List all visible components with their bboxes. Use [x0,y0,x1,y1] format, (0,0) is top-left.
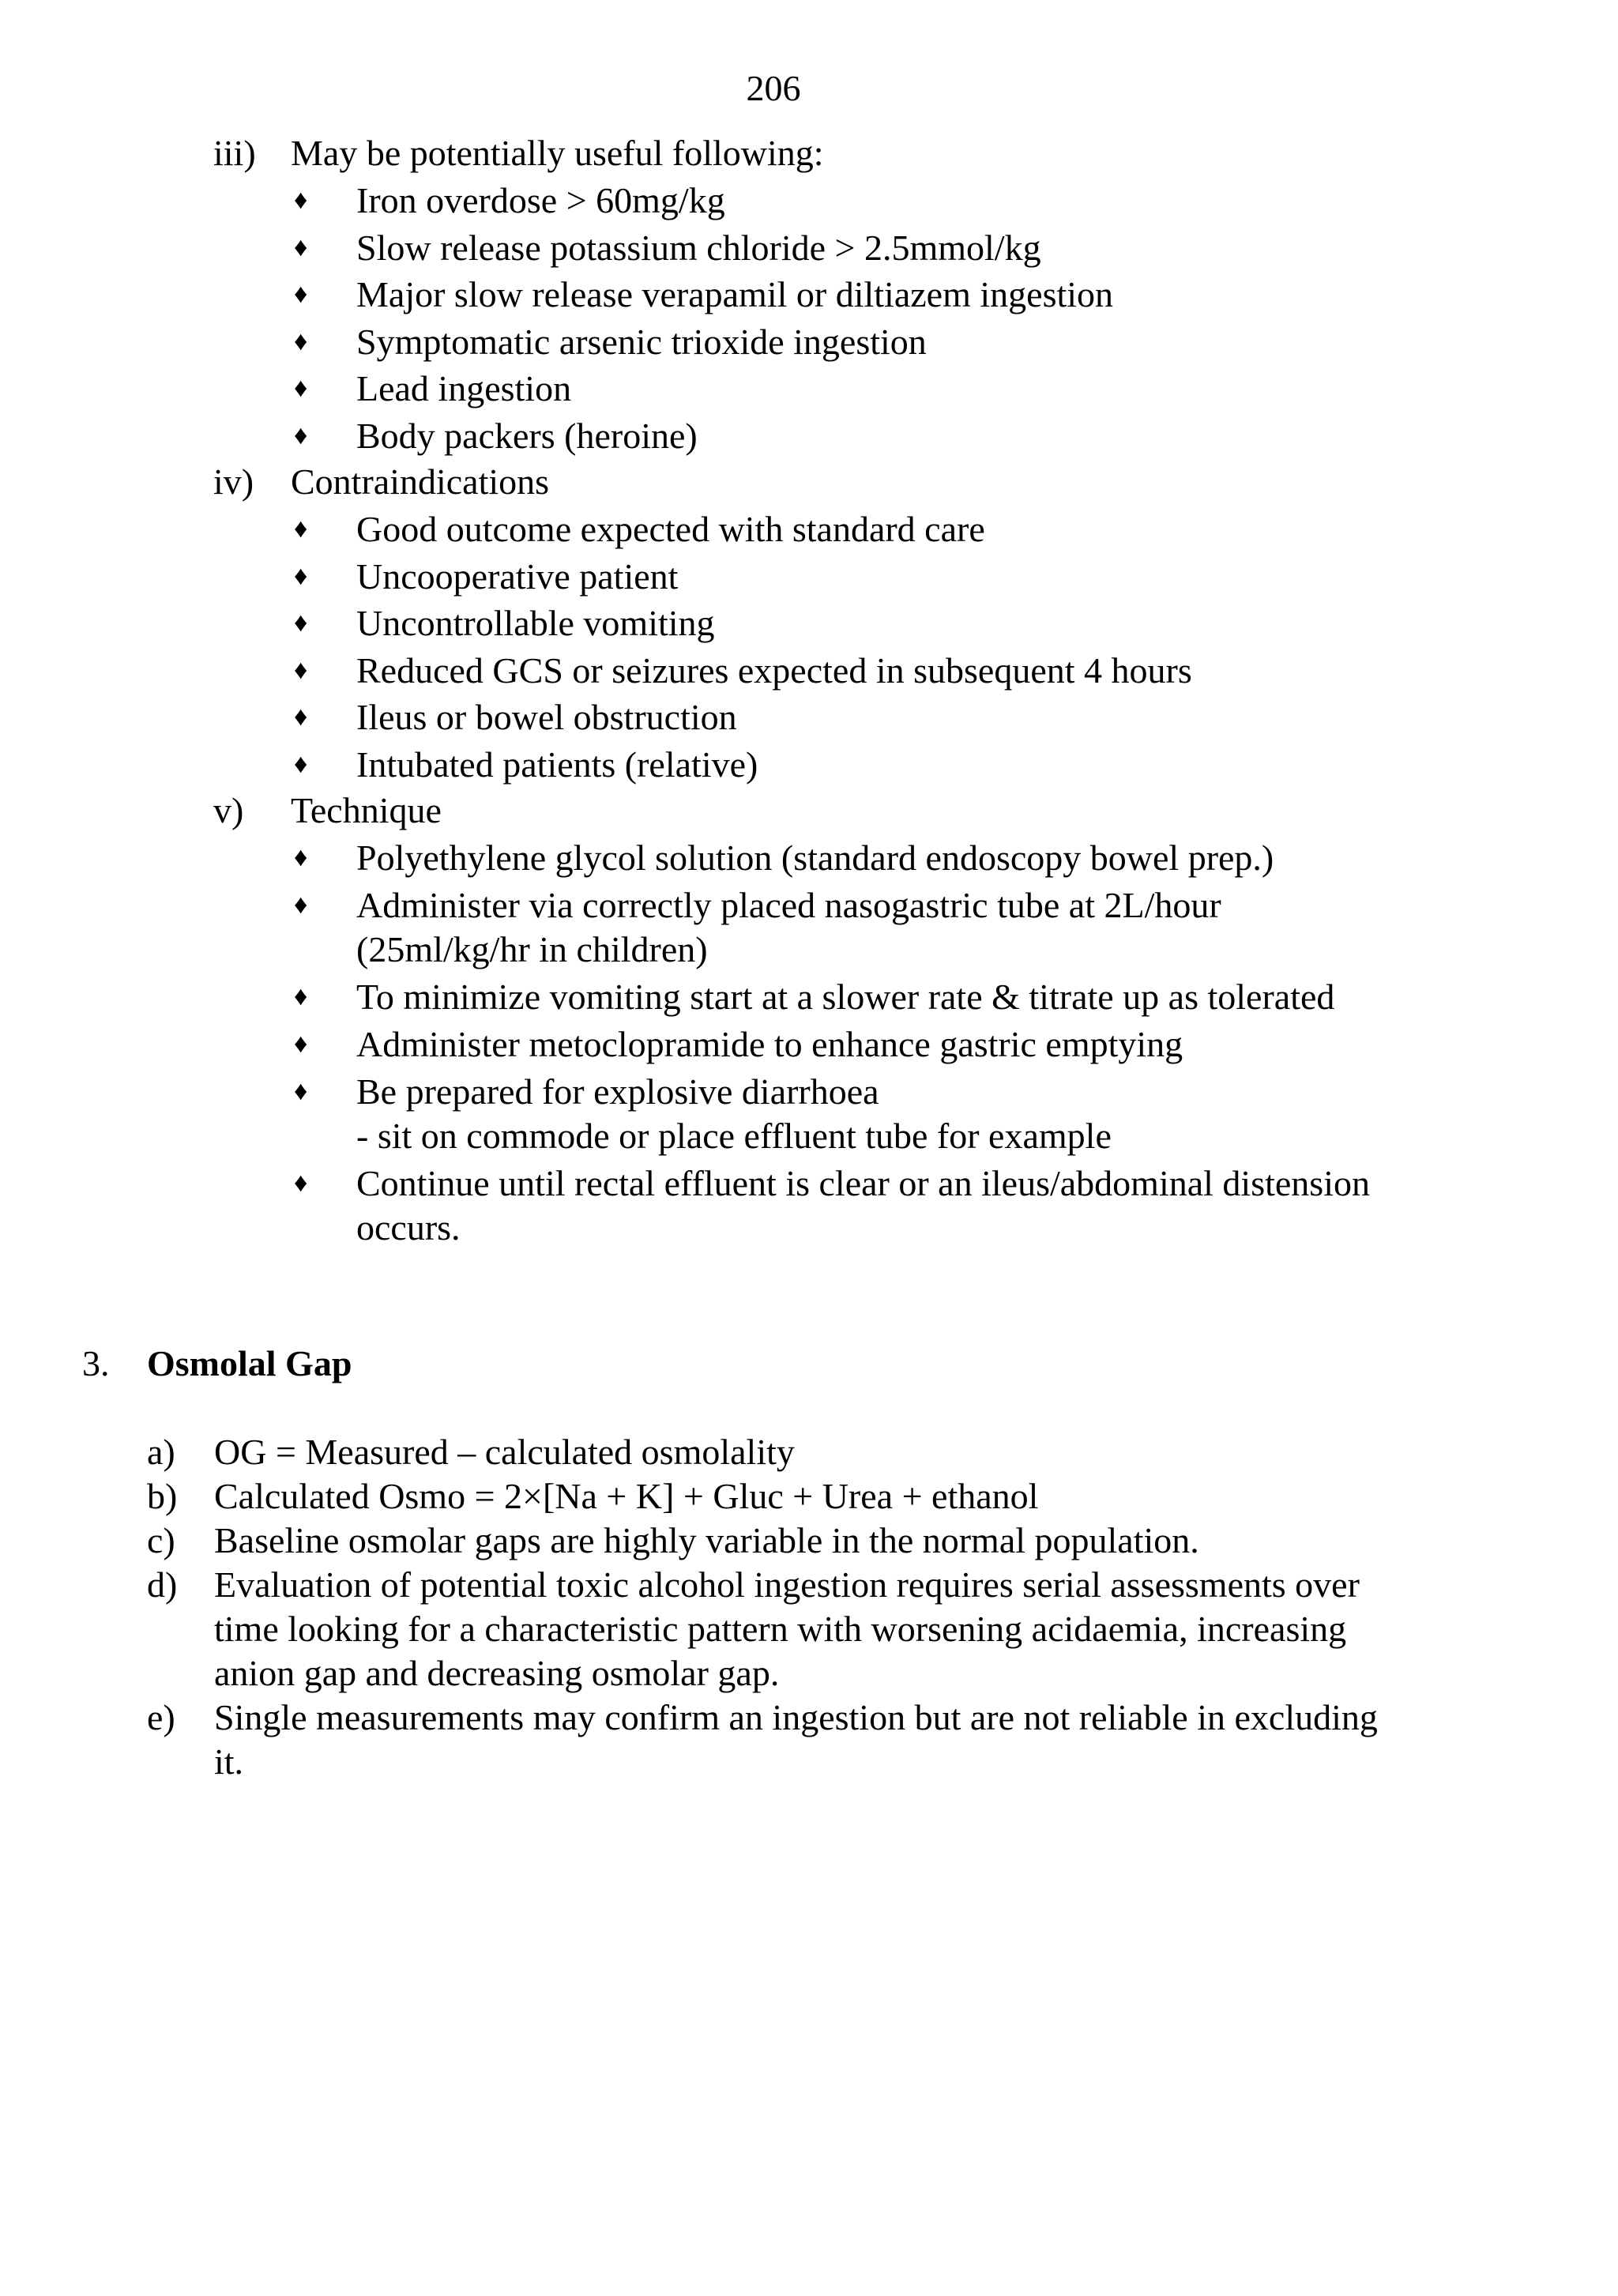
list-item: Body packers (heroine) [356,416,698,456]
list-marker-b: b) [147,1476,178,1516]
list-item: Intubated patients (relative) [356,744,758,785]
bullet-icon: ♦ [294,656,308,685]
list-item: Polyethylene glycol solution (standard endoscopy bowel prep.) [356,837,1274,878]
page-number: 206 [746,68,801,108]
list-marker-iv: iv) [213,461,254,502]
list-marker-d: d) [147,1564,178,1605]
list-item-continuation: it. [214,1741,244,1782]
bullet-icon: ♦ [294,1077,308,1106]
list-item: Lead ingestion [356,368,572,408]
bullet-icon: ♦ [294,186,308,215]
list-marker-e: e) [147,1697,175,1737]
list-item-continuation: - sit on commode or place effluent tube for example [356,1116,1112,1156]
list-item: Iron overdose > 60mg/kg [356,180,725,220]
list-item-continuation: anion gap and decreasing osmolar gap. [214,1653,780,1693]
list-item: Reduced GCS or seizures expected in subsequent 4 hours [356,650,1192,691]
list-item-continuation: time looking for a characteristic pattern with worsening acidaemia, increasing [214,1609,1347,1649]
list-marker-iii: iii) [213,133,256,173]
list-item: Uncontrollable vomiting [356,603,715,643]
bullet-icon: ♦ [294,608,308,638]
list-item: Ileus or bowel obstruction [356,697,737,737]
list-marker-c: c) [147,1520,175,1560]
list-item: To minimize vomiting start at a slower rate & titrate up as tolerated [356,977,1335,1017]
section-title: Osmolal Gap [147,1343,352,1383]
list-item: Major slow release verapamil or diltiazem ingestion [356,274,1114,314]
list-item: Slow release potassium chloride > 2.5mmol/kg [356,228,1041,268]
section-number: 3. [82,1343,110,1383]
list-item: Symptomatic arsenic trioxide ingestion [356,322,927,362]
bullet-icon: ♦ [294,233,308,262]
list-item: Continue until rectal effluent is clear or an ileus/abdominal distension [356,1163,1370,1203]
bullet-icon: ♦ [294,750,308,779]
bullet-icon: ♦ [294,562,308,591]
bullet-icon: ♦ [294,982,308,1011]
bullet-icon: ♦ [294,421,308,450]
section-v-heading: Technique [291,790,442,830]
bullet-icon: ♦ [294,327,308,356]
list-item-continuation: occurs. [356,1207,461,1248]
bullet-icon: ♦ [294,1169,308,1198]
list-item: Be prepared for explosive diarrhoea [356,1071,879,1112]
list-marker-v: v) [213,790,244,830]
list-item: Administer via correctly placed nasogastric tube at 2L/hour [356,885,1221,925]
bullet-icon: ♦ [294,514,308,544]
list-item: Good outcome expected with standard care [356,509,985,549]
bullet-icon: ♦ [294,890,308,920]
section-iv-heading: Contraindications [291,461,550,502]
bullet-icon: ♦ [294,374,308,403]
section-iii-heading: May be potentially useful following: [291,133,824,173]
list-marker-a: a) [147,1432,175,1472]
bullet-icon: ♦ [294,843,308,872]
list-item: Administer metoclopramide to enhance gastric emptying [356,1024,1183,1064]
list-item: Single measurements may confirm an ingestion but are not reliable in excluding [214,1697,1378,1737]
list-item: Uncooperative patient [356,556,679,597]
bullet-icon: ♦ [294,1029,308,1059]
list-item-continuation: (25ml/kg/hr in children) [356,929,708,969]
list-item: Calculated Osmo = 2×[Na + K] + Gluc + Urea + ethanol [214,1476,1039,1516]
bullet-icon: ♦ [294,702,308,732]
list-item: OG = Measured – calculated osmolality [214,1432,795,1472]
list-item: Baseline osmolar gaps are highly variable in the normal population. [214,1520,1199,1560]
list-item: Evaluation of potential toxic alcohol ingestion requires serial assessments over [214,1564,1360,1605]
bullet-icon: ♦ [294,280,308,309]
